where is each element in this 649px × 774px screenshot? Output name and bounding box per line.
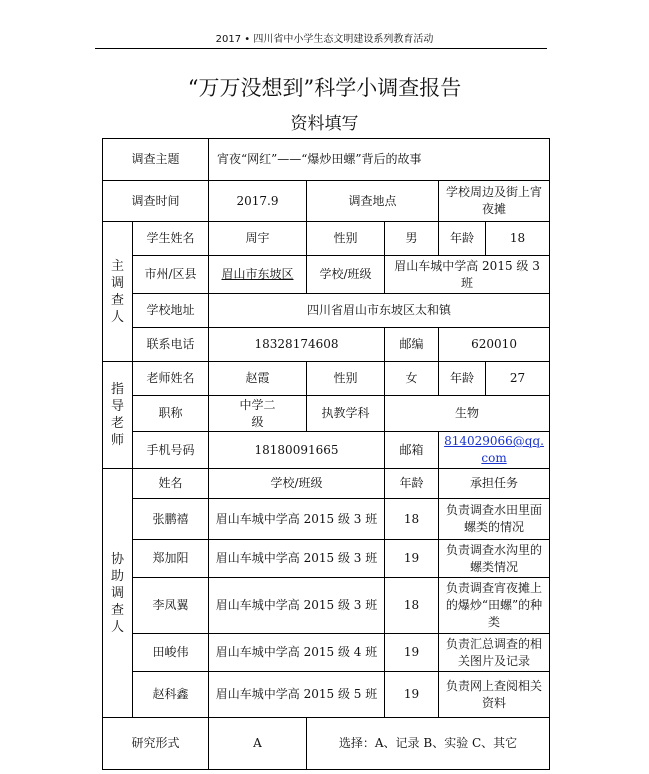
location-value: 学校周边及街上宵夜摊 (439, 181, 550, 222)
section-char: 人 (110, 309, 124, 325)
teacher-subject-label: 执教学科 (307, 396, 385, 432)
teacher-mobile-label: 手机号码 (133, 432, 209, 469)
time-value: 2017.9 (209, 181, 307, 222)
assistants-age-header: 年龄 (385, 469, 439, 499)
report-title: “万万没想到”科学小调查报告 (187, 76, 462, 100)
student-name-value: 周宇 (209, 222, 307, 256)
assistant-age: 19 (385, 540, 439, 578)
teacher-mobile-row (103, 432, 550, 469)
teacher-name-label: 老师姓名 (133, 362, 209, 396)
research-form-options: 选择：A、记录 B、实验 C、其它 (307, 718, 550, 770)
time-label: 调查时间 (103, 181, 209, 222)
assistant-age: 18 (385, 499, 439, 540)
section-char: 导 (110, 399, 124, 414)
teacher-title-label: 职称 (133, 396, 209, 432)
student-name-label: 学生姓名 (133, 222, 209, 256)
assistant-school-class: 眉山车城中学高 2015 级 3 班 (209, 578, 385, 634)
table-row (103, 634, 550, 672)
section-char: 调 (110, 585, 124, 601)
assistant-age: 19 (385, 672, 439, 718)
teacher-email-label: 邮箱 (385, 432, 439, 469)
assistant-name: 张鹏禧 (133, 499, 209, 540)
table-row (103, 578, 550, 634)
assistant-name: 赵科鑫 (133, 672, 209, 718)
school-class-value: 眉山车城中学高 2015 级 3 班 (385, 256, 550, 294)
assistants-section-label (103, 469, 133, 718)
assistant-school-class: 眉山车城中学高 2015 级 5 班 (209, 672, 385, 718)
section-char: 查 (110, 292, 124, 308)
phone-row (103, 328, 550, 362)
topic-label: 调查主题 (103, 139, 209, 181)
teacher-email-link[interactable]: 814029066@qq.com (439, 432, 550, 469)
teacher-section-label (103, 362, 133, 469)
teacher-name-value: 赵霞 (209, 362, 307, 396)
section-char: 调 (110, 275, 124, 291)
assistants-task-header: 承担任务 (439, 469, 550, 499)
research-form-label: 研究形式 (103, 718, 209, 770)
assistants-header-row (103, 469, 550, 499)
student-name-row (103, 222, 550, 256)
section-char: 主 (110, 258, 124, 274)
assistant-task: 负责网上查阅相关资料 (439, 672, 550, 718)
assistant-task: 负责调查宵夜摊上的爆炒“田螺”的种类 (439, 578, 550, 634)
table-row (103, 499, 550, 540)
assistant-name: 李凤翼 (133, 578, 209, 634)
assistants-school-header: 学校/班级 (209, 469, 385, 499)
assistant-task: 负责调查水田里面螺类的情况 (439, 499, 550, 540)
student-gender-label: 性别 (307, 222, 385, 256)
report-form (102, 138, 550, 770)
student-age-value: 18 (486, 222, 550, 256)
assistant-task: 负责调查水沟里的螺类情况 (439, 540, 550, 578)
teacher-gender-value: 女 (385, 362, 439, 396)
assistant-school-class: 眉山车城中学高 2015 级 3 班 (209, 499, 385, 540)
student-gender-value: 男 (385, 222, 439, 256)
city-label: 市州/区县 (133, 256, 209, 294)
teacher-title-value: 中学二级 (209, 396, 307, 432)
postcode-label: 邮编 (385, 328, 439, 362)
assistant-school-class: 眉山车城中学高 2015 级 4 班 (209, 634, 385, 672)
teacher-name-row (103, 362, 550, 396)
main-investigator-section-label (103, 222, 133, 362)
section-char: 师 (110, 433, 124, 448)
school-class-label: 学校/班级 (307, 256, 385, 294)
section-char: 老 (110, 416, 124, 431)
assistant-name: 郑加阳 (133, 540, 209, 578)
teacher-age-value: 27 (486, 362, 550, 396)
research-form-value: A (209, 718, 307, 770)
assistants-name-header: 姓名 (133, 469, 209, 499)
teacher-age-label: 年龄 (439, 362, 486, 396)
city-value: 眉山市东坡区 (209, 256, 307, 294)
teacher-subject-value: 生物 (385, 396, 550, 432)
topic-value: 宵夜“网红”——“爆炒田螺”背后的故事 (209, 139, 550, 181)
assistant-task: 负责汇总调查的相关图片及记录 (439, 634, 550, 672)
assistant-name: 田峻伟 (133, 634, 209, 672)
section-char: 协 (110, 551, 124, 567)
header-divider (95, 48, 547, 49)
page-header: 2017 • 四川省中小学生态文明建设系列教育活动 (215, 34, 434, 45)
address-label: 学校地址 (133, 294, 209, 328)
assistant-school-class: 眉山车城中学高 2015 级 3 班 (209, 540, 385, 578)
phone-value: 18328174608 (209, 328, 385, 362)
section-char: 指 (110, 382, 124, 397)
table-row (103, 540, 550, 578)
student-age-label: 年龄 (439, 222, 486, 256)
address-value: 四川省眉山市东坡区太和镇 (209, 294, 550, 328)
research-form-row (103, 718, 550, 770)
section-char: 人 (110, 619, 124, 635)
section-char: 助 (110, 568, 124, 584)
location-label: 调查地点 (307, 181, 439, 222)
address-row (103, 294, 550, 328)
teacher-mobile-value: 18180091665 (209, 432, 385, 469)
teacher-gender-label: 性别 (307, 362, 385, 396)
phone-label: 联系电话 (133, 328, 209, 362)
report-subtitle: 资料填写 (290, 114, 359, 134)
city-row (103, 256, 550, 294)
assistant-age: 19 (385, 634, 439, 672)
assistant-age: 18 (385, 578, 439, 634)
teacher-title-row (103, 396, 550, 432)
time-row (103, 181, 550, 222)
section-char: 查 (110, 602, 124, 618)
table-row (103, 672, 550, 718)
topic-row (103, 139, 550, 181)
postcode-value: 620010 (439, 328, 550, 362)
